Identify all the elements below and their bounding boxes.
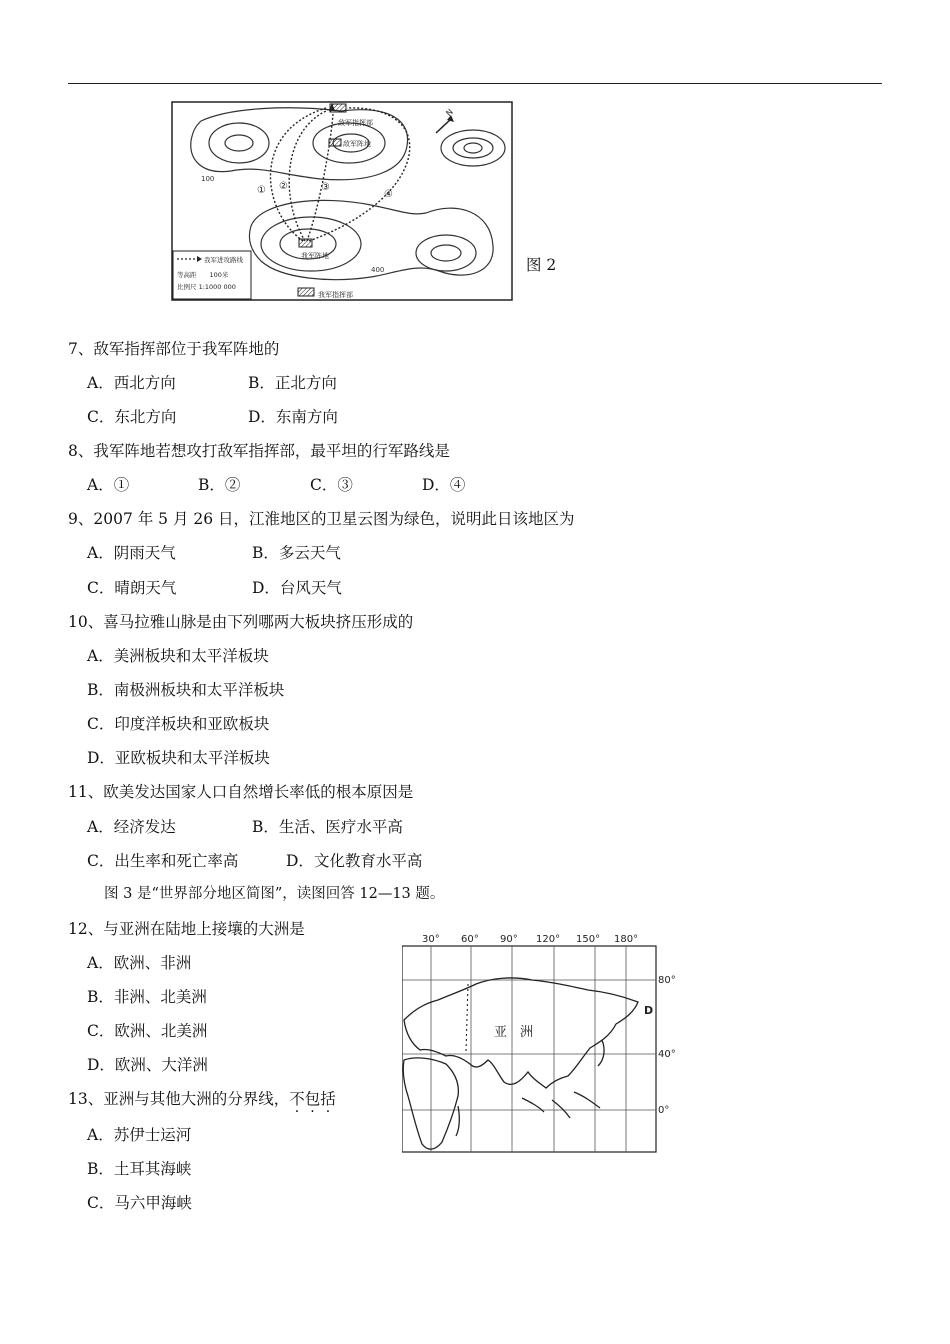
q8-option-c[interactable]: C．③ (310, 476, 353, 494)
figure-3-world-map (402, 932, 692, 1156)
route-marker-3: ③ (321, 182, 330, 193)
q13-emphasis-1: 不 (289, 1090, 305, 1108)
enemy-position-label: 敌军阵地 (343, 140, 371, 148)
north-label: N (444, 107, 455, 118)
lon-label-90: 90° (500, 934, 518, 945)
q13-emphasis-3: 括 (320, 1090, 336, 1108)
q13-option-b[interactable]: B．土耳其海峡 (87, 1160, 192, 1178)
q12-option-a[interactable]: A．欧洲、非洲 (87, 954, 192, 972)
lat-label-80: 80° (658, 975, 676, 986)
question-11-stem: 11、欧美发达国家人口自然增长率低的根本原因是 (68, 783, 414, 801)
q11-option-d[interactable]: D．文化教育水平高 (286, 852, 423, 870)
q12-option-c[interactable]: C．欧洲、北美洲 (87, 1022, 208, 1040)
q12-option-d[interactable]: D．欧洲、大洋洲 (87, 1056, 208, 1074)
question-12-stem: 12、与亚洲在陆地上接壤的大洲是 (68, 920, 305, 938)
route-marker-4: ④ (384, 189, 393, 200)
q10-option-a[interactable]: A．美洲板块和太平洋板块 (87, 647, 269, 665)
header-rule (68, 83, 882, 84)
contour-label-100: 100 (201, 175, 215, 183)
lon-label-60: 60° (461, 934, 479, 945)
question-13-stem (68, 1089, 336, 1109)
enemy-position-marker (329, 139, 341, 146)
legend-interval: 等高距 100米 (177, 271, 229, 279)
figure-2-contour-map (171, 101, 513, 301)
lon-label-150: 150° (576, 934, 601, 945)
q7-option-b[interactable]: B．正北方向 (248, 374, 337, 392)
q13-stem-text: 13、亚洲与其他大洲的分界线， (68, 1090, 290, 1108)
contour-label-400: 400 (371, 266, 385, 274)
q11-option-c[interactable]: C．出生率和死亡率高 (87, 852, 239, 870)
lon-label-30: 30° (422, 934, 440, 945)
q7-option-c[interactable]: C．东北方向 (87, 408, 177, 426)
q13-emphasis-2: 包 (304, 1090, 321, 1108)
q9-option-a[interactable]: A．阴雨天气 (87, 544, 176, 562)
q7-option-a[interactable]: A．西北方向 (87, 374, 176, 392)
route-marker-2: ② (279, 181, 288, 192)
q9-option-b[interactable]: B．多云天气 (252, 544, 341, 562)
q13-option-a[interactable]: A．苏伊士运河 (87, 1126, 192, 1144)
q8-option-d[interactable]: D．④ (422, 476, 466, 494)
q11-option-a[interactable]: A．经济发达 (87, 818, 176, 836)
q10-option-b[interactable]: B．南极洲板块和太平洋板块 (87, 681, 285, 699)
legend-scale: 比例尺 1:1000 000 (177, 283, 236, 291)
q13-option-c[interactable]: C．马六甲海峡 (87, 1194, 192, 1212)
q8-option-b[interactable]: B．② (198, 476, 241, 494)
lon-label-120: 120° (536, 934, 561, 945)
our-hq-marker (298, 288, 314, 296)
q9-option-d[interactable]: D．台风天气 (252, 579, 342, 597)
q10-option-c[interactable]: C．印度洋板块和亚欧板块 (87, 715, 270, 733)
question-9-stem: 9、2007 年 5 月 26 日，江淮地区的卫星云图为绿色，说明此日该地区为 (68, 510, 575, 528)
q7-option-d[interactable]: D．东南方向 (248, 408, 338, 426)
question-10-stem: 10、喜马拉雅山脉是由下列哪两大板块挤压形成的 (68, 613, 414, 631)
route-marker-1: ① (257, 185, 266, 196)
q8-option-a[interactable]: A．① (87, 476, 130, 494)
q12-option-b[interactable]: B．非洲、北美洲 (87, 988, 207, 1006)
lat-label-0: 0° (658, 1105, 670, 1116)
legend-route: 我军进攻路线 (204, 256, 243, 264)
our-position-label: 我军阵地 (301, 252, 329, 260)
figure-2-caption: 图 2 (526, 256, 557, 274)
q9-option-c[interactable]: C．晴朗天气 (87, 579, 177, 597)
point-label-d: D (644, 1004, 654, 1017)
our-hq-label: 我军指挥部 (318, 291, 353, 299)
lon-label-180: 180° (614, 934, 639, 945)
figure-3-instruction: 图 3 是“世界部分地区简图”，读图回答 12—13 题。 (104, 886, 445, 902)
question-7-stem: 7、敌军指挥部位于我军阵地的 (68, 340, 280, 358)
lat-label-40: 40° (658, 1049, 676, 1060)
q10-option-d[interactable]: D．亚欧板块和太平洋板块 (87, 749, 270, 767)
q11-option-b[interactable]: B．生活、医疗水平高 (252, 818, 403, 836)
region-label-asia: 亚 洲 (494, 1025, 534, 1040)
enemy-hq-label: 敌军指挥部 (338, 119, 373, 127)
question-8-stem: 8、我军阵地若想攻打敌军指挥部，最平坦的行军路线是 (68, 442, 450, 460)
